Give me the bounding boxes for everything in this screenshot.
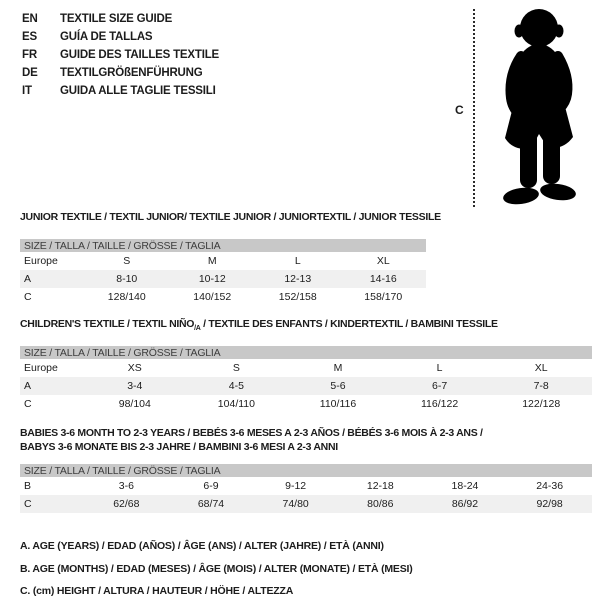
column-header: L	[294, 255, 301, 267]
table-row	[20, 288, 426, 306]
junior-section-title: JUNIOR TEXTILE / TEXTIL JUNIOR/ TEXTILE JUNIOR / JUNIORTEXTIL / JUNIOR TESSILE	[20, 211, 441, 223]
row-label: A	[20, 270, 84, 288]
language-header	[22, 10, 219, 100]
cell: 62/68	[84, 495, 169, 513]
cell: 6-9	[203, 480, 219, 492]
column-header: XL	[534, 362, 548, 374]
column-header: Europe	[24, 255, 58, 267]
language-code: FR	[22, 49, 37, 61]
column-header: M	[333, 362, 343, 374]
cell: 116/122	[420, 398, 459, 410]
children-title-post: / TEXTILE DES ENFANTS / KINDERTEXTIL / BAMBINI TESSILE	[200, 318, 498, 330]
table-row	[20, 252, 426, 270]
size-header-row	[20, 239, 426, 252]
language-row-es	[22, 28, 219, 46]
table-row	[20, 395, 592, 413]
language-row-it	[22, 82, 219, 100]
size-header-label: SIZE / TALLA / TAILLE / GRÖSSE / TAGLIA	[20, 239, 426, 252]
babies-title-line2: BABYS 3-6 MONATE BIS 2-3 JAHRE / BAMBINI 3-6 MESI A 2-3 ANNI	[20, 440, 338, 453]
language-code: DE	[22, 67, 38, 79]
language-label: GUIDA ALLE TAGLIE TESSILI	[60, 85, 216, 97]
column-header: L	[436, 362, 443, 374]
children-title-sub: /A	[194, 325, 201, 333]
column-header: S	[232, 362, 240, 374]
cell: 104/110	[217, 398, 255, 410]
cell: 6-7	[389, 377, 491, 395]
language-label: TEXTILE SIZE GUIDE	[60, 13, 173, 25]
cell: 5-6	[287, 377, 389, 395]
column-header: XS	[127, 362, 142, 374]
children-section-title	[20, 318, 498, 336]
cell: 12-13	[255, 270, 341, 288]
cell: 7-8	[490, 377, 592, 395]
cell: 68/74	[169, 495, 254, 513]
cell: 3-4	[84, 377, 186, 395]
language-code: IT	[22, 85, 32, 97]
cell: 10-12	[170, 270, 256, 288]
cell: 140/152	[193, 291, 232, 303]
language-label: TEXTILGRÖßENFÜHRUNG	[60, 67, 203, 79]
row-label: B	[24, 480, 32, 492]
language-row-en	[22, 10, 219, 28]
column-header: Europe	[24, 362, 58, 374]
language-label: GUÍA DE TALLAS	[60, 31, 153, 43]
cell: 4-5	[186, 377, 288, 395]
cell: 128/140	[107, 291, 146, 303]
cell: 9-12	[285, 480, 307, 492]
cell: 80/86	[338, 495, 423, 513]
footnotes	[20, 535, 413, 600]
language-code: ES	[22, 31, 37, 43]
table-row	[20, 270, 426, 288]
language-code: EN	[22, 13, 38, 25]
cell: 8-10	[84, 270, 170, 288]
cell: 24-36	[536, 480, 564, 492]
cell: 86/92	[423, 495, 508, 513]
size-header-label: SIZE / TALLA / TAILLE / GRÖSSE / TAGLIA	[20, 464, 592, 477]
cell: 122/128	[522, 398, 561, 410]
babies-section-title	[20, 427, 483, 454]
size-header-row	[20, 346, 592, 359]
footnote-c: C. (cm) HEIGHT / ALTURA / HAUTEUR / HÖHE / ALTEZZA	[20, 585, 294, 597]
row-label: C	[24, 291, 32, 303]
toddler-silhouette-icon	[482, 4, 600, 212]
size-header-label: SIZE / TALLA / TAILLE / GRÖSSE / TAGLIA	[20, 346, 592, 359]
cell: 92/98	[507, 495, 592, 513]
size-header-row	[20, 464, 592, 477]
cell: 110/116	[319, 398, 357, 410]
footnote-b: B. AGE (MONTHS) / EDAD (MESES) / ÂGE (MOIS) / ALTER (MONATE) / ETÀ (MESI)	[20, 562, 413, 575]
column-header: XL	[376, 255, 390, 267]
row-label: C	[20, 495, 84, 513]
language-row-fr	[22, 46, 219, 64]
table-row	[20, 495, 592, 513]
language-row-de	[22, 64, 219, 82]
footnote-a: A. AGE (YEARS) / EDAD (AÑOS) / ÂGE (ANS) / ALTER (JAHRE) / ETÀ (ANNI)	[20, 540, 384, 552]
cell: 152/158	[278, 291, 317, 303]
babies-title-line1: BABIES 3-6 MONTH TO 2-3 YEARS / BEBÉS 3-6 MESES A 2-3 AÑOS / BÉBÉS 3-6 MOIS À 2-3 ANS /	[20, 427, 483, 439]
cell: 14-16	[341, 270, 427, 288]
height-measure-label: C	[455, 103, 464, 117]
cell: 158/170	[364, 291, 403, 303]
babies-size-table	[20, 464, 592, 513]
height-figure	[452, 4, 600, 216]
junior-size-table	[20, 239, 426, 306]
cell: 3-6	[118, 480, 134, 492]
children-size-table	[20, 346, 592, 413]
row-label: C	[24, 398, 32, 410]
table-row	[20, 477, 592, 495]
table-row	[20, 359, 592, 377]
height-measure-line	[473, 9, 475, 207]
cell: 18-24	[451, 480, 479, 492]
cell: 98/104	[118, 398, 151, 410]
language-label: GUIDE DES TAILLES TEXTILE	[60, 49, 219, 61]
children-title-pre: CHILDREN'S TEXTILE / TEXTIL NIÑO	[20, 318, 195, 330]
column-header: M	[207, 255, 217, 267]
cell: 74/80	[253, 495, 338, 513]
column-header: S	[123, 255, 131, 267]
table-row	[20, 377, 592, 395]
cell: 12-18	[366, 480, 394, 492]
row-label: A	[20, 377, 84, 395]
